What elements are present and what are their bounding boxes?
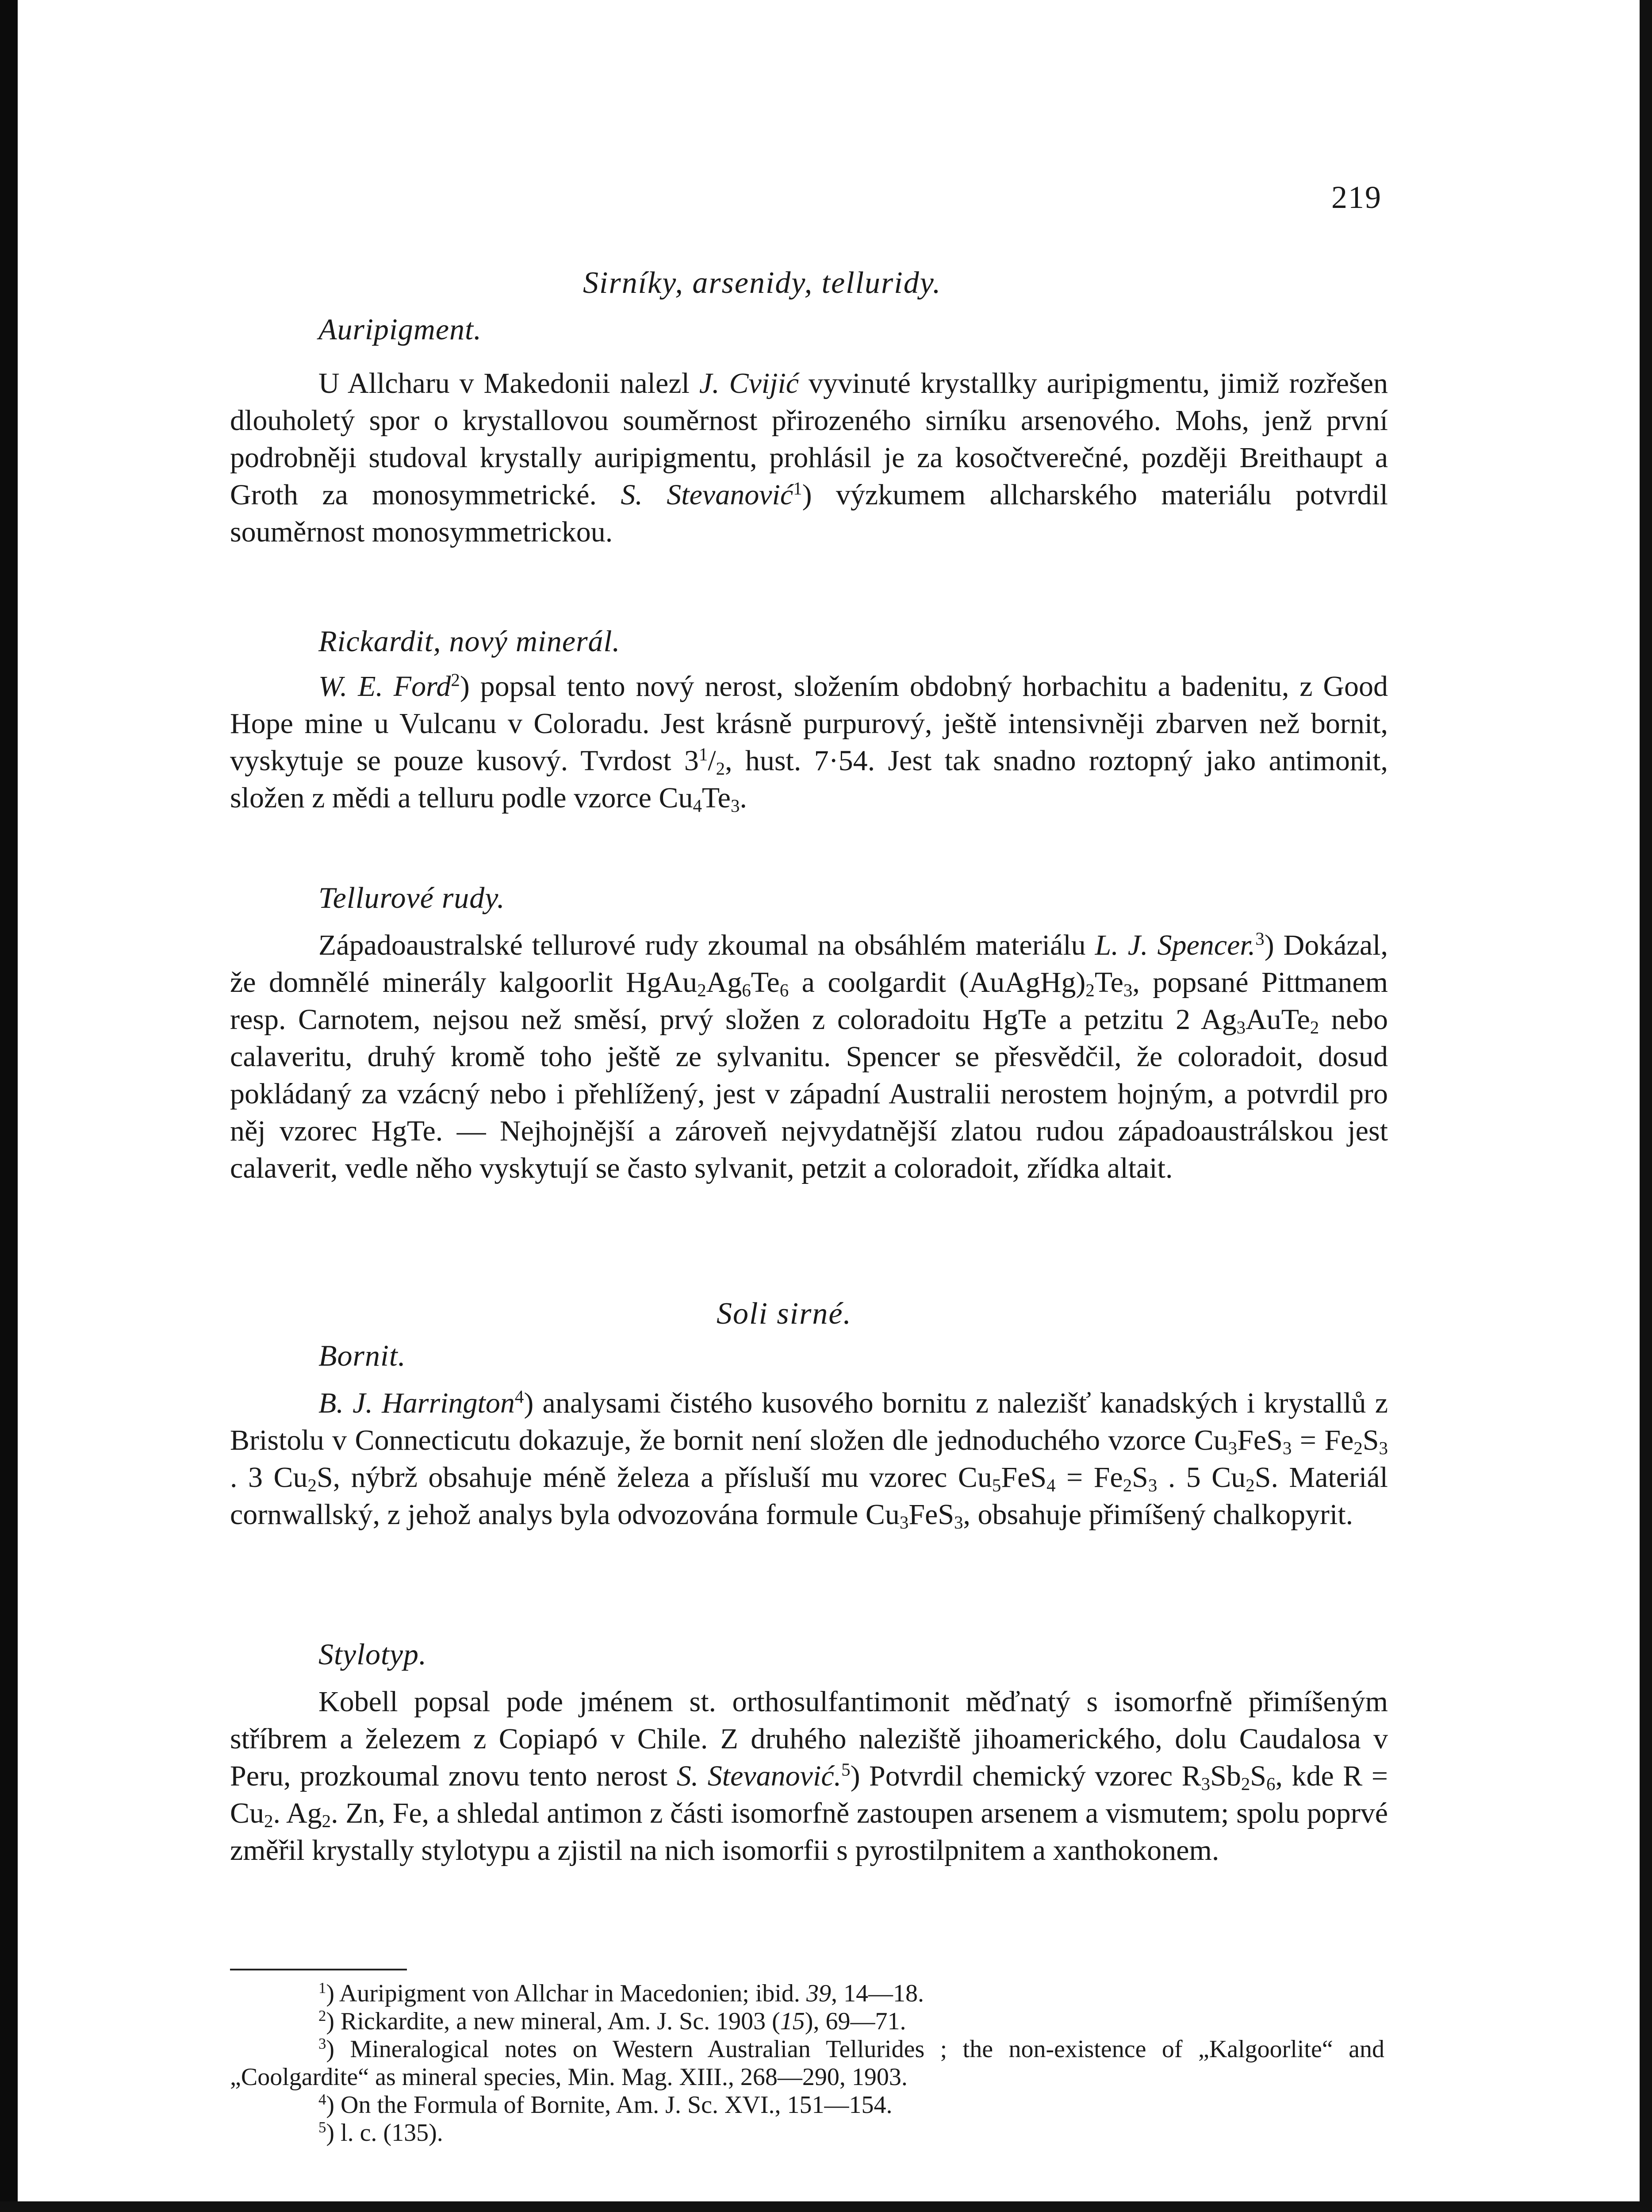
footnote-ref: 3 <box>1255 929 1265 949</box>
text: . Zn, Fe, a shledal antimon z části isomorfně zastoupen arsenem a vismutem; spolu poprvé změřil krystally stylotypu a zjistil na nich isomorfii s pyrostilpnitem a xanthokonem. <box>230 1797 1388 1866</box>
text: Západoaustralské tellurové rudy zkoumal na obsáhlém materiálu <box>318 929 1095 961</box>
subscript: 3 <box>1148 1475 1158 1496</box>
footnote-2 <box>230 2008 1384 2035</box>
subscript: 2 <box>1241 1774 1250 1794</box>
subscript: 2 <box>1085 980 1095 1001</box>
subscript: 2 <box>322 1811 331 1832</box>
text: , hust. 7·54. Jest tak snadno roztopný jako antimonit, složen z mědi a telluru podle vzorce Cu <box>230 745 1388 814</box>
footnotes <box>230 1980 1384 2147</box>
subscript: 2 <box>1123 1475 1132 1496</box>
footnote-text: ) l. c. (135). <box>326 2119 443 2147</box>
text: . <box>740 782 747 814</box>
author-spencer: L. J. Spencer. <box>1095 929 1256 961</box>
text: . 3 Cu <box>230 1461 308 1494</box>
text: Te <box>701 782 731 814</box>
subscript: 3 <box>1379 1438 1388 1459</box>
subscript: 2 <box>1246 1475 1255 1496</box>
subscript: 4 <box>693 796 702 816</box>
subscript: 6 <box>1266 1774 1276 1794</box>
subscript: 2 <box>1310 1018 1319 1038</box>
author-cvijic: J. Cvijić <box>699 367 799 399</box>
text: = Fe <box>1055 1461 1123 1494</box>
paragraph-auripigment <box>230 365 1388 551</box>
footnote-mark: 5 <box>318 2118 326 2136</box>
text: a coolgardit (AuAgHg) <box>789 966 1086 998</box>
subtitle-stylotyp: Stylotyp. <box>318 1637 427 1671</box>
subscript: 3 <box>954 1513 963 1533</box>
text: , obsahuje přimíšený chalkopyrit. <box>963 1498 1353 1531</box>
text: S <box>1250 1760 1267 1792</box>
text: S <box>1132 1461 1148 1494</box>
footnote-1 <box>230 1980 1384 2008</box>
text: S <box>1362 1424 1379 1456</box>
footnote-mark: 4 <box>318 2090 326 2108</box>
subscript: 6 <box>779 980 789 1001</box>
subscript: 6 <box>742 980 751 1001</box>
footnote-text: ) On the Formula of Bornite, Am. J. Sc. XVI., 151—154. <box>326 2091 893 2119</box>
paragraph-bornit <box>230 1385 1388 1533</box>
author-stevanovic: S. Stevanović <box>621 479 793 511</box>
subtitle-tellurove-rudy: Tellurové rudy. <box>318 881 505 914</box>
footnote-volume: 39 <box>806 1980 831 2007</box>
footnote-ref: 4 <box>514 1386 524 1407</box>
text: ) výzkumem allcharského materiálu potvrdil souměrnost monosymmetrickou. <box>230 479 1388 548</box>
footnote-ref: 5 <box>841 1759 851 1780</box>
paragraph-tellurove-rudy <box>230 927 1388 1187</box>
text: Te <box>751 966 780 998</box>
footnote-mark: 2 <box>318 2007 326 2024</box>
text: Sb <box>1210 1760 1241 1792</box>
text: Kobell popsal pode jménem st. orthosulfantimonit měďnatý s isomorfně přimíšeným stříbrem a železem z Copiapó v Chile. Z druhého naleziště jihoamerického, dolu Caudalosa v Peru, prozkoumal znovu tento nerost <box>230 1686 1388 1792</box>
subtitle-auripigment: Auripigment. <box>318 312 482 346</box>
footnote-text: ) Rickardite, a new mineral, Am. J. Sc. 1903 ( <box>326 2008 780 2035</box>
author-stevanovic: S. Stevanović. <box>676 1760 842 1792</box>
footnote-text: , 14—18. <box>831 1980 924 2007</box>
footnote-ref: 1 <box>793 478 802 499</box>
text: ) Dokázal, že domnělé minerály kalgoorlit HgAu <box>230 929 1388 998</box>
author-harrington: B. J. Harrington <box>318 1387 515 1419</box>
section-title-soli-sirne: Soli sirné. <box>717 1297 852 1331</box>
subscript: 2 <box>697 980 706 1001</box>
footnote-mark: 3 <box>318 2035 326 2052</box>
author-ford: W. E. Ford <box>318 670 451 703</box>
subscript: 2 <box>264 1811 273 1832</box>
footnote-rule <box>230 1969 407 1970</box>
fraction-denominator: 2 <box>716 759 725 779</box>
footnote-mark: 1 <box>318 1979 326 1997</box>
text: = Fe <box>1292 1424 1354 1456</box>
text: FeS <box>1237 1424 1283 1456</box>
footnote-volume: 15 <box>780 2008 805 2035</box>
text: , popsané Pittmanem resp. Carnotem, nejsou než směsí, prvý složen z coloradoitu HgTe a petzitu 2 Ag <box>230 966 1388 1036</box>
text: Ag <box>706 966 742 998</box>
subscript: 2 <box>307 1475 317 1496</box>
text: ) Potvrdil chemický vzorec R <box>850 1760 1201 1792</box>
footnote-ref: 2 <box>451 670 460 690</box>
subscript: 4 <box>1046 1475 1056 1496</box>
paragraph-stylotyp <box>230 1683 1388 1869</box>
subtitle-rickardit: Rickardit, nový minerál. <box>318 624 621 658</box>
subscript: 3 <box>899 1513 909 1533</box>
text: S, nýbrž obsahuje méně železa a přísluší mu vzorec Cu <box>316 1461 992 1494</box>
subscript: 3 <box>1282 1438 1292 1459</box>
text: . 5 Cu <box>1157 1461 1246 1494</box>
subscript: 3 <box>1236 1018 1246 1038</box>
text: S. Materiál cornwallský, z jehož analys byla odvozována formule Cu <box>230 1461 1388 1531</box>
footnote-3 <box>230 2035 1384 2091</box>
footnote-4 <box>230 2091 1384 2119</box>
text: U Allcharu v Makedonii nalezl <box>318 367 699 399</box>
footnote-5 <box>230 2119 1384 2147</box>
subscript: 3 <box>1228 1438 1238 1459</box>
footnote-text: ), 69—71. <box>805 2008 906 2035</box>
text: , kde R = Cu <box>230 1760 1388 1829</box>
paragraph-rickardit: W. E. Ford$^2$) popsal tento nový nerost, složením obdobný horbachitu a badenitu, z Good Hope mine u Vulcanu v Coloradu. Jest krásně purpurový, ještě intensivněji zbarven než bornit, vyskytuje se pouze kusový. Tvrdost $3^1/_2$, hust. 7·54. Jest tak snadno roztopný jako antimonit, složen z mědi a telluru podle vzorce $Cu_4Te_3$. <box>230 670 1388 816</box>
text: AuTe <box>1246 1003 1310 1036</box>
subscript: 3 <box>730 796 740 816</box>
subscript: 5 <box>992 1475 1001 1496</box>
page-number: 219 <box>1331 180 1382 215</box>
text: Te <box>1094 966 1123 998</box>
subscript: 3 <box>1123 980 1133 1001</box>
text: FeS <box>908 1498 954 1531</box>
text: . Ag <box>273 1797 322 1829</box>
footnote-text: ) Mineralogical notes on Western Australian Tellurides ; the non-existence of „Kalgoorlite“ and „Coolgardite“ as mineral species, Min. Mag. XIII., 268—290, 1903. <box>230 2035 1384 2091</box>
subscript: 2 <box>1353 1438 1363 1459</box>
text: nebo calaveritu, druhý kromě toho ještě ze sylvanitu. Spencer se přesvědčil, že coloradoit, dosud pokládaný za vzácný nebo i přehlížený, jest v západní Australii nerostem hojným, a potvrdil pro něj vzorec HgTe. — Nejhojnější a zároveň nejvydatnější zlatou rudou západoaustrálskou jest calaverit, vedle něho vyskytují se často sylvanit, petzit a coloradoit, zřídka altait. <box>230 1003 1388 1184</box>
footnote-text: ) Auripigment von Allchar in Macedonien; ibid. <box>326 1980 806 2007</box>
text: ) analysami čistého kusového bornitu z nalezišť kanadských i krystallů z Bristolu v Connecticutu dokazuje, že bornit není složen dle jednoduchého vzorce Cu <box>230 1387 1388 1456</box>
text: ) popsal tento nový nerost, složením obdobný horbachitu a badenitu, z Good Hope mine u Vulcanu v Coloradu. Jest krásně purpurový, ještě intensivněji zbarven než bornit, vyskytuje se pouze kusový. Tvrdost 3 <box>230 670 1388 777</box>
subtitle-bornit: Bornit. <box>318 1339 406 1372</box>
section-title-sulfides: Sirníky, arsenidy, telluridy. <box>583 266 942 300</box>
text: FeS <box>1001 1461 1047 1494</box>
fraction-numerator: 1 <box>698 744 708 764</box>
text: vyvinuté krystallky auripigmentu, jimiž rozřešen dlouholetý spor o krystallovou souměrnost přirozeného sirníku arsenového. Mohs, jenž první podrobněji studoval krystally auripigmentu, prohlásil je za kosočtverečné, později Breithaupt a Groth za monosymmetrické. <box>230 367 1388 511</box>
subscript: 3 <box>1201 1774 1211 1794</box>
